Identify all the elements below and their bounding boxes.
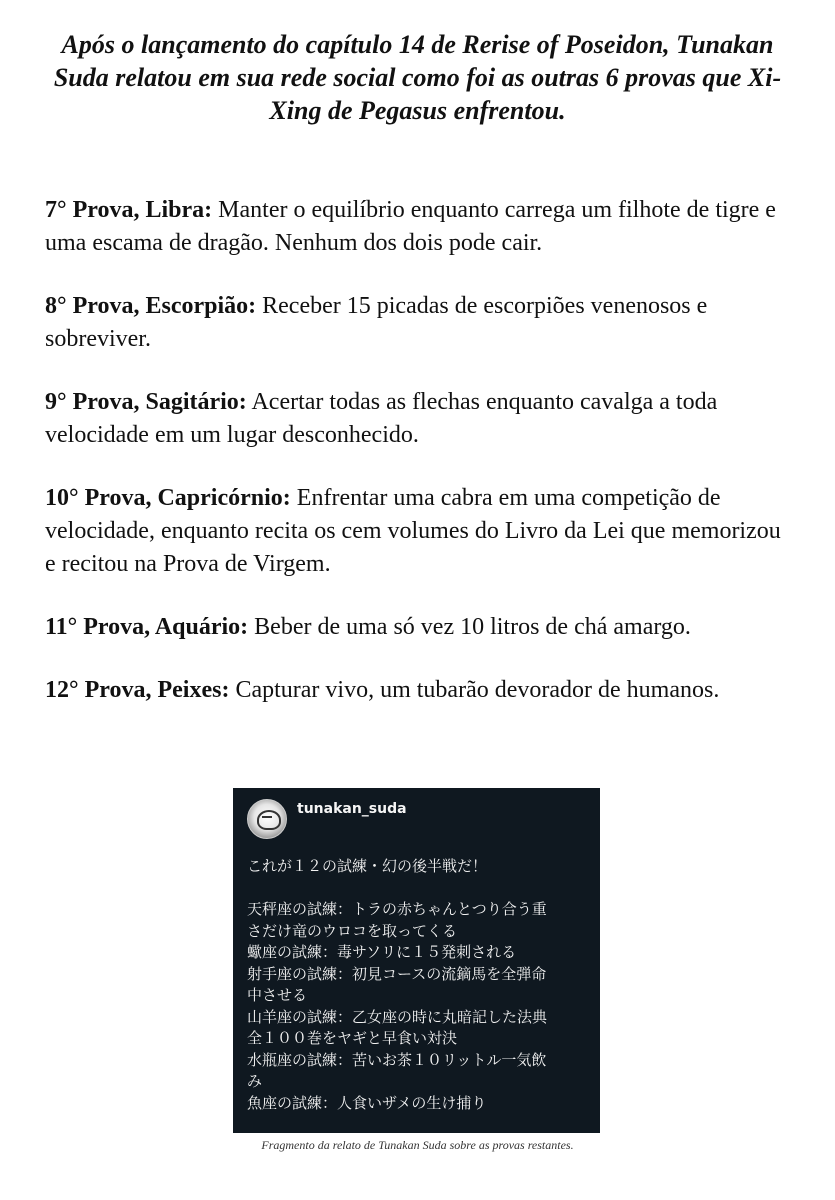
trial-item-sagitario — [45, 386, 795, 452]
trial-text: Receber 15 picadas de escorpiões venenosos e sobreviver. — [45, 293, 708, 352]
trial-text: Acertar todas as flechas enquanto cavalga a toda velocidade em um lugar desconhecido. — [45, 389, 718, 448]
image-caption: Fragmento da relato de Tunakan Suda sobre as provas restantes. — [261, 1138, 574, 1152]
trial-item-aquario — [45, 611, 795, 644]
page-heading: Após o lançamento do capítulo 14 de Rerise of Poseidon, Tunakan Suda relatou em sua rede social como foi as outras 6 provas que Xi-Xing de Pegasus enfrentou. — [53, 30, 782, 125]
trial-item-capricornio — [45, 482, 795, 581]
trial-label: 10° Prova, Capricórnio: — [45, 485, 291, 511]
trial-label: 11° Prova, Aquário: — [45, 614, 249, 640]
trial-label: 9° Prova, Sagitário: — [45, 389, 247, 415]
trial-item-libra — [45, 194, 795, 260]
social-post-screenshot — [233, 788, 600, 1133]
trial-item-escorpiao — [45, 290, 795, 356]
avatar-icon — [247, 799, 287, 839]
trial-text: Enfrentar uma cabra em uma competição de velocidade, enquanto recita os cem volumes do Livro da Lei que memorizou e recitou na Prova de Virgem. — [45, 485, 781, 577]
post-username: tunakan_suda — [297, 801, 407, 817]
trial-label: 7° Prova, Libra: — [45, 197, 213, 223]
trial-label: 12° Prova, Peixes: — [45, 677, 230, 703]
trial-text: Beber de uma só vez 10 litros de chá amargo. — [248, 614, 691, 640]
post-body: これが１２の試練・幻の後半戦だ！ 天秤座の試練：トラの赤ちゃんとつり合う重 さだけ竜のウロコを取ってくる 蠍座の試練：毒サソリに１５発刺される 射手座の試練：初見コースの流鏑馬を全弾命 中させる 山羊座の試練：乙女座の時に丸暗記した法典 全１００巻をヤギと早食い対決 水瓶座の試練：苦いお茶１０リットル一気飲 み 魚座の試練：人食いザメの生け捕り — [247, 857, 548, 1112]
trial-text: Manter o equilíbrio enquanto carrega um filhote de tigre e uma escama de dragão. Nenhum dos dois pode cair. — [45, 197, 776, 256]
trials-list — [45, 194, 795, 737]
trial-text: Capturar vivo, um tubarão devorador de humanos. — [229, 677, 720, 703]
trial-item-peixes — [45, 674, 795, 707]
trial-label: 8° Prova, Escorpião: — [45, 293, 257, 319]
post-header — [247, 798, 586, 840]
